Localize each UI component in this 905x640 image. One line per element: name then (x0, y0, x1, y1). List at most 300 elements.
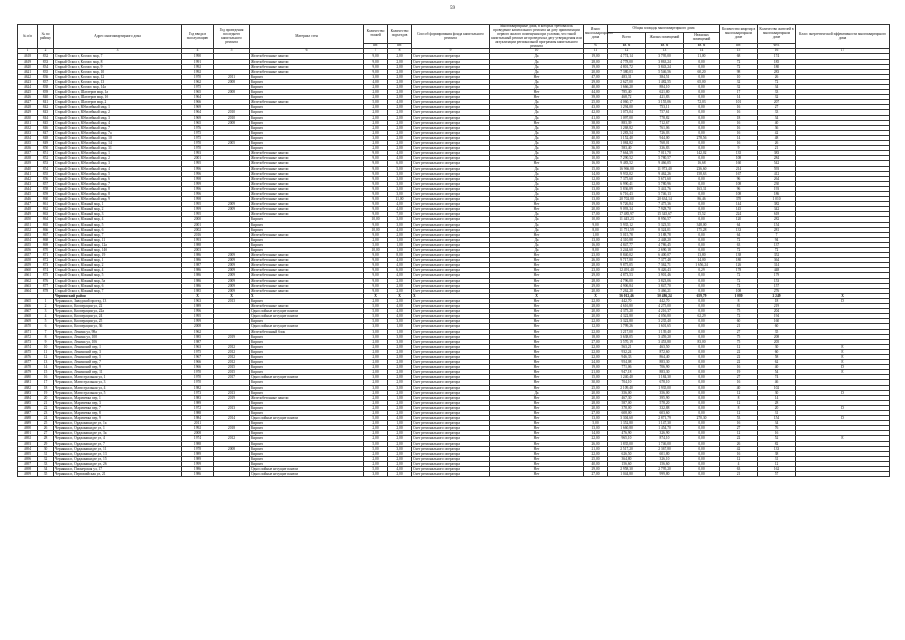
cell-num: 4650 (18, 217, 38, 222)
cell-area-total: 932,24 (608, 349, 646, 354)
cell-floors: 5,00 (364, 446, 388, 451)
cell-wear: 21,00 (584, 446, 608, 451)
cell-year-built: 1986 (182, 283, 214, 288)
cell-wear: 28,00 (584, 400, 608, 405)
cell-fund-method: X (412, 293, 490, 298)
cell-wear: 44,00 (584, 90, 608, 95)
cell-year-built: 1999 (182, 181, 214, 186)
header-area-nonliving: Нежилых помещений (684, 33, 720, 44)
cell-entrances: 4,00 (388, 263, 412, 268)
cell-area-total: 9 093,34 (608, 207, 646, 212)
cell-area-nonliving: 0,00 (684, 273, 720, 278)
cell-need: Да (490, 64, 584, 69)
cell-num-district: 22 (38, 405, 54, 410)
cell-apartments: 96 (720, 176, 758, 181)
cell-area-living: 757,61 (646, 110, 684, 115)
cell-wear: 47,00 (584, 74, 608, 79)
cell-wear: 22,00 (584, 344, 608, 349)
cell-apartments: 72 (720, 59, 758, 64)
cell-area-nonliving: 16,68 (684, 161, 720, 166)
cell-floors: 9,00 (364, 69, 388, 74)
cell-area-nonliving: 0,00 (684, 125, 720, 130)
cell-wall-material: Однослойные несущие панели (250, 324, 364, 329)
cell-area-total: 1 352,80 (608, 421, 646, 426)
cell-area-living: 706,90 (646, 365, 684, 370)
cell-wall-material: Кирпич (250, 436, 364, 441)
cell-year-built: 1987 (182, 339, 214, 344)
cell-year-overhaul: 2018 (214, 426, 250, 431)
cell-residents: 154 (758, 416, 796, 421)
cell-address: Чернянка п, Пионерская ул, 17 (54, 467, 182, 472)
cell-num-district: 838 (38, 85, 54, 90)
cell-area-nonliving: 0,00 (684, 461, 720, 466)
cell-entrances: 1,00 (388, 237, 412, 242)
cell-wall-material: Кирпич (250, 120, 364, 125)
cell-year-built: 1988 (182, 242, 214, 247)
cell-floors: 2,00 (364, 115, 388, 120)
cell-floors: 2,00 (364, 146, 388, 151)
cell-apartments: 16 (720, 105, 758, 110)
cell-fund-method: Счет регионального оператора (412, 461, 490, 466)
cell-wear: 22,00 (584, 319, 608, 324)
cell-area-nonliving: 11,00 (684, 54, 720, 59)
cell-num-district: 842 (38, 105, 54, 110)
cell-num-district: 19 (38, 390, 54, 395)
cell-floors: 10,00 (364, 217, 388, 222)
cell-num-district: 35 (38, 472, 54, 477)
cell-wall-material: Кирпич (250, 79, 364, 84)
cell-area-total: 2 627,00 (608, 79, 646, 84)
cell-need: Да (490, 248, 584, 253)
cell-energy-class: E (796, 360, 890, 365)
cell-wall-material: Кирпич (250, 441, 364, 446)
cell-num: 4698 (18, 467, 38, 472)
cell-address: Старый Оскол г, Южный мкр, 3 (54, 212, 182, 217)
cell-residents: 57 (758, 472, 796, 477)
cell-wall-material: Кирпич (250, 446, 364, 451)
cell-fund-method: Счет регионального оператора (412, 197, 490, 202)
cell-apartments: 72 (720, 314, 758, 319)
cell-floors: 2,00 (364, 456, 388, 461)
cell-year-overhaul: 2009 (214, 258, 250, 263)
cell-entrances: 2,00 (388, 380, 412, 385)
cell-area-total: 17 485,97 (608, 212, 646, 217)
cell-fund-method: Счет регионального оператора (412, 268, 490, 273)
cell-area-total: 1 799,26 (608, 324, 646, 329)
header-year-built: Год ввода в эксплуатацию (182, 25, 214, 49)
cell-residents: 281 (758, 227, 796, 232)
cell-floors: 2,00 (364, 395, 388, 400)
cell-year-built: 1988 (182, 411, 214, 416)
cell-need: Да (490, 186, 584, 191)
cell-energy-class: E (796, 354, 890, 359)
cell-num: 4669 (18, 319, 38, 324)
cell-area-nonliving: 0,00 (684, 349, 720, 354)
cell-year-overhaul: 2013 (214, 298, 250, 303)
cell-wall-material: Железобетонные панели (250, 171, 364, 176)
cell-residents: 137 (758, 242, 796, 247)
cell-need: Нет (490, 400, 584, 405)
cell-address: Старый Оскол г, Южный мкр, 4 (54, 268, 182, 273)
cell-floors: 2,00 (364, 360, 388, 365)
cell-year-built: 1964 (182, 95, 214, 100)
cell-apartments: 370 (720, 197, 758, 202)
cell-year-built: 1970 (182, 146, 214, 151)
cell-num: 4683 (18, 390, 38, 395)
cell-entrances: 2,00 (388, 278, 412, 283)
cell-need: Нет (490, 436, 584, 441)
cell-wear: 29,00 (584, 467, 608, 472)
cell-fund-method: Счет регионального оператора (412, 405, 490, 410)
cell-apartments: 18 (720, 115, 758, 120)
cell-need: X (490, 293, 584, 298)
cell-residents: 342 (758, 207, 796, 212)
cell-area-living: 678,10 (646, 380, 684, 385)
cell-residents: 30 (758, 344, 796, 349)
cell-area-living: 883,30 (646, 360, 684, 365)
cell-wear: 28,00 (584, 278, 608, 283)
cell-num: 4677 (18, 360, 38, 365)
cell-residents: 283 (758, 69, 796, 74)
cell-num-district: 25 (38, 421, 54, 426)
cell-residents: 14 (758, 395, 796, 400)
cell-wall-material: Кирпич (250, 130, 364, 135)
cell-wall-material: Однослойные несущие панели (250, 416, 364, 421)
cell-wear: 16,00 (584, 242, 608, 247)
cell-num-district: 845 (38, 120, 54, 125)
cell-apartments: 144 (720, 202, 758, 207)
cell-area-nonliving: 0,00 (684, 248, 720, 253)
cell-fund-method: Счет регионального оператора (412, 324, 490, 329)
cell-num-district: 14 (38, 365, 54, 370)
cell-num: 4690 (18, 426, 38, 431)
cell-floors: 3,00 (364, 375, 388, 380)
cell-num: 4681 (18, 380, 38, 385)
cell-area-total: 1 294,00 (608, 105, 646, 110)
cell-residents: 34 (758, 115, 796, 120)
cell-floors: 2,00 (364, 339, 388, 344)
cell-year-built: 1993 (182, 237, 214, 242)
cell-year-built: 1986 (182, 472, 214, 477)
cell-fund-method: Счет регионального оператора (412, 232, 490, 237)
cell-area-living: 578,20 (646, 400, 684, 405)
cell-area-living: 336,83 (646, 146, 684, 151)
cell-floors: 2,00 (364, 400, 388, 405)
column-number: 5 (214, 49, 250, 54)
cell-area-nonliving: 0,00 (684, 309, 720, 314)
column-number: 15 (720, 49, 758, 54)
cell-address: Чернянка п, Ленинский пер, 3 (54, 349, 182, 354)
cell-entrances: 3,00 (388, 217, 412, 222)
cell-energy-class: E (796, 344, 890, 349)
cell-apartments: 167 (720, 171, 758, 176)
cell-floors: 2,00 (364, 125, 388, 130)
cell-num: 4620 (18, 64, 38, 69)
cell-address: Старый Оскол г, Юбилейный мкр, 8 (54, 191, 182, 196)
cell-year-built: 2001 (182, 156, 214, 161)
cell-wear: 26,00 (584, 258, 608, 263)
cell-address: Чернянка п, Орджоникидзе ул, 4 (54, 436, 182, 441)
cell-residents: 230 (758, 181, 796, 186)
cell-num-district: 9 (38, 339, 54, 344)
cell-year-built: 1986 (182, 273, 214, 278)
cell-wall-material: Кирпич (250, 334, 364, 339)
cell-wear: 27,00 (584, 411, 608, 416)
cell-need: Нет (490, 268, 584, 273)
cell-need: Нет (490, 273, 584, 278)
cell-area-nonliving: 0,00 (684, 360, 720, 365)
cell-area-living: 5 466,21 (646, 288, 684, 293)
cell-entrances: 2,00 (388, 95, 412, 100)
cell-need: Нет (490, 314, 584, 319)
cell-need: Да (490, 100, 584, 105)
cell-wear: 12,00 (584, 176, 608, 181)
cell-num-district: 854 (38, 166, 54, 171)
cell-area-living: 11 973,40 (646, 166, 684, 171)
cell-need: Нет (490, 232, 584, 237)
cell-address: Старый Оскол г, Юбилейный мкр, 7 (54, 125, 182, 130)
cell-energy-class: D (796, 298, 890, 303)
cell-residents: 76 (758, 426, 796, 431)
cell-need: Нет (490, 446, 584, 451)
cell-wall-material: Кирпич (250, 360, 364, 365)
cell-year-built: 1988 (182, 441, 214, 446)
cell-year-built: 1970 (182, 370, 214, 375)
cell-apartments: 22 (720, 349, 758, 354)
cell-area-living: 3 901,46 (646, 273, 684, 278)
cell-wear: 27,00 (584, 339, 608, 344)
cell-address: Чернянка п, Первомайская ул, 21 (54, 472, 182, 477)
cell-need: Нет (490, 467, 584, 472)
cell-apartments: 138 (720, 253, 758, 258)
header-address: Адрес многоквартирного дома (54, 25, 182, 49)
cell-apartments: 64 (720, 232, 758, 237)
cell-wall-material: Кирпич (250, 242, 364, 247)
cell-area-nonliving: 0,00 (684, 95, 720, 100)
column-number: 3 (54, 49, 182, 54)
cell-apartments: 81 (720, 304, 758, 309)
cell-num-district: 27 (38, 431, 54, 436)
cell-num: 4657 (18, 253, 38, 258)
cell-year-built: 2000 (182, 217, 214, 222)
cell-num-district: 851 (38, 151, 54, 156)
cell-need: Да (490, 151, 584, 156)
cell-entrances: 2,00 (388, 115, 412, 120)
cell-area-living: 395,90 (646, 395, 684, 400)
cell-year-overhaul: 2008 (214, 446, 250, 451)
cell-address: Старый Оскол г, Южный мкр, 6 (54, 283, 182, 288)
cell-num-district: 16 (38, 375, 54, 380)
cell-num-district: 861 (38, 202, 54, 207)
cell-num: 4686 (18, 405, 38, 410)
cell-need: Да (490, 135, 584, 140)
cell-num-district: 852 (38, 156, 54, 161)
header-floors: Количество этажей (364, 25, 388, 44)
cell-residents: 52 (758, 436, 796, 441)
cell-apartments: 180 (720, 258, 758, 263)
cell-area-total: 364,80 (608, 456, 646, 461)
cell-area-living: 3 823,06 (646, 278, 684, 283)
cell-apartments: 12 (720, 400, 758, 405)
cell-wall-material: Железобетонные панели (250, 186, 364, 191)
column-number: 7 (364, 49, 388, 54)
cell-num: 4651 (18, 222, 38, 227)
cell-year-built: 1989 (182, 456, 214, 461)
cell-need: Нет (490, 370, 584, 375)
cell-need: Да (490, 85, 584, 90)
cell-num: 4639 (18, 161, 38, 166)
cell-entrances: 2,00 (388, 472, 412, 477)
header-need: Многоквартирные дома, в которых требовалось проведение капитального ремонта на дату приватизации первого жилого помещения при условии, что такой капитальный ремонт не проведен на дату утверждения или актуализации региональной программы капитального ремонта (491, 24, 582, 48)
cell-need: Нет (490, 441, 584, 446)
cell-need: Да (490, 156, 584, 161)
cell-num-district: 871 (38, 253, 54, 258)
cell-entrances: 11,00 (388, 197, 412, 202)
cell-fund-method: Счет регионального оператора (412, 54, 490, 59)
cell-residents: 36 (758, 125, 796, 130)
cell-floors: 9,00 (364, 59, 388, 64)
cell-num: 4695 (18, 451, 38, 456)
cell-area-total: 483,31 (608, 74, 646, 79)
cell-apartments: 4 (720, 461, 758, 466)
cell-area-living: 3 459,20 (646, 334, 684, 339)
cell-area-nonliving: 0,00 (684, 242, 720, 247)
cell-residents: 21 (758, 146, 796, 151)
cell-num-district: 11 (38, 349, 54, 354)
cell-need: Нет (490, 298, 584, 303)
cell-num: 4687 (18, 411, 38, 416)
cell-wear: 20,00 (584, 288, 608, 293)
cell-apartments: 16 (720, 421, 758, 426)
cell-num-district: 844 (38, 115, 54, 120)
cell-num-district: 26 (38, 426, 54, 431)
cell-floors: 2,00 (364, 451, 388, 456)
cell-fund-method: Счет регионального оператора (412, 451, 490, 456)
cell-fund-method: Счет регионального оператора (412, 339, 490, 344)
cell-apartments: 16 (720, 365, 758, 370)
cell-area-total: 965,10 (608, 436, 646, 441)
cell-floors: 2,00 (364, 90, 388, 95)
cell-residents: 1 010 (758, 197, 796, 202)
cell-year-built: 1970 (182, 375, 214, 380)
cell-address: Чернянка п, Орджоникидзе ул, 26 (54, 461, 182, 466)
cell-address: Старый Оскол г, Южный мкр, 1 (54, 202, 182, 207)
cell-num: 4679 (18, 370, 38, 375)
cell-fund-method: Счет регионального оператора (412, 334, 490, 339)
cell-area-total: 20 702,00 (608, 197, 646, 202)
cell-fund-method: Счет регионального оператора (412, 171, 490, 176)
cell-address: Старый Оскол г, Юбилейный мкр, 3 (54, 115, 182, 120)
cell-need: Нет (490, 349, 584, 354)
cell-num: 4667 (18, 309, 38, 314)
cell-area-total: 4 375,20 (608, 309, 646, 314)
cell-apartments: 96 (720, 186, 758, 191)
cell-fund-method: Счет регионального оператора (412, 283, 490, 288)
cell-year-built: 2016 (182, 232, 214, 237)
cell-need: Нет (490, 304, 584, 309)
cell-area-living: 884,10 (646, 85, 684, 90)
cell-num: 4678 (18, 365, 38, 370)
cell-entrances: 3,00 (388, 222, 412, 227)
cell-address: Старый Оскол г, Космос мкр, 10 (54, 69, 182, 74)
cell-num: 4632 (18, 125, 38, 130)
cell-apartments: 160 (720, 161, 758, 166)
cell-year-built: 1995 (182, 202, 214, 207)
cell-residents: 174 (758, 54, 796, 59)
cell-fund-method: Счет регионального оператора (412, 416, 490, 421)
cell-wall-material: Железобетонные панели (250, 207, 364, 212)
cell-address: Старый Оскол г, Южный мкр, 5 (54, 273, 182, 278)
cell-area-nonliving: 0,00 (684, 202, 720, 207)
cell-wear: 5,00 (584, 421, 608, 426)
cell-need: Нет (490, 324, 584, 329)
cell-need: Да (490, 191, 584, 196)
cell-wear: 20,00 (584, 395, 608, 400)
cell-residents: 382 (758, 202, 796, 207)
cell-need: Нет (490, 309, 584, 314)
cell-year-built: 1969 (182, 115, 214, 120)
cell-fund-method: Счет регионального оператора (412, 304, 490, 309)
cell-fund-method: Счет регионального оператора (412, 248, 490, 253)
cell-entrances: 2,00 (388, 436, 412, 441)
cell-area-nonliving: 142,02 (684, 151, 720, 156)
cell-area-nonliving: 0,00 (684, 411, 720, 416)
cell-area-living: 712,67 (646, 120, 684, 125)
cell-address: Старый Оскол г, Юбилейный мкр, 7 (54, 181, 182, 186)
cell-wear: 28,00 (584, 59, 608, 64)
cell-apartments: 12 (720, 411, 758, 416)
cell-num-district: 862 (38, 207, 54, 212)
cell-area-living: 753,11 (646, 105, 684, 110)
cell-apartments: 16 (720, 141, 758, 146)
cell-apartments: 63 (720, 242, 758, 247)
cell-fund-method: Счет регионального оператора (412, 380, 490, 385)
cell-wear: 22,00 (584, 298, 608, 303)
cell-year-built: 1992 (182, 426, 214, 431)
cell-address: Чернянка п, Маричевка пер, 7 (54, 405, 182, 410)
cell-area-living: 1 482,55 (646, 79, 684, 84)
cell-wear: 10,00 (584, 156, 608, 161)
cell-residents: 26 (758, 141, 796, 146)
cell-year-overhaul: 2009 (214, 278, 250, 283)
cell-address: Чернянка п, Ленинский пер, 1 (54, 344, 182, 349)
cell-area-living: 421,83 (646, 95, 684, 100)
cell-wear: 15,00 (584, 166, 608, 171)
cell-area-living: 2 795,20 (646, 467, 684, 472)
cell-floors: 9,00 (364, 171, 388, 176)
cell-num-district: 847 (38, 130, 54, 135)
cell-entrances: 7,00 (388, 212, 412, 217)
cell-num-district: 836 (38, 74, 54, 79)
cell-area-living: 5 546,56 (646, 69, 684, 74)
cell-num-district: 872 (38, 258, 54, 263)
cell-address: Старый Оскол г, Юбилейный мкр, 3 (54, 161, 182, 166)
cell-year-built: 2008 (182, 324, 214, 329)
cell-num-district: 6 (38, 324, 54, 329)
cell-wear: 23,00 (584, 268, 608, 273)
cell-wall-material: Однослойные несущие панели (250, 472, 364, 477)
cell-area-total: 4 060,17 (608, 100, 646, 105)
cell-apartments: 8 (720, 395, 758, 400)
cell-wall-material: Кирпич (250, 370, 364, 375)
page-number: 59 (450, 6, 455, 11)
cell-apartments: 10 (720, 74, 758, 79)
cell-year-built: 1999 (182, 461, 214, 466)
cell-energy-class: X (796, 293, 890, 298)
cell-year-built: 1984 (182, 416, 214, 421)
cell-num-district: 28 (38, 436, 54, 441)
cell-num: 4646 (18, 197, 38, 202)
